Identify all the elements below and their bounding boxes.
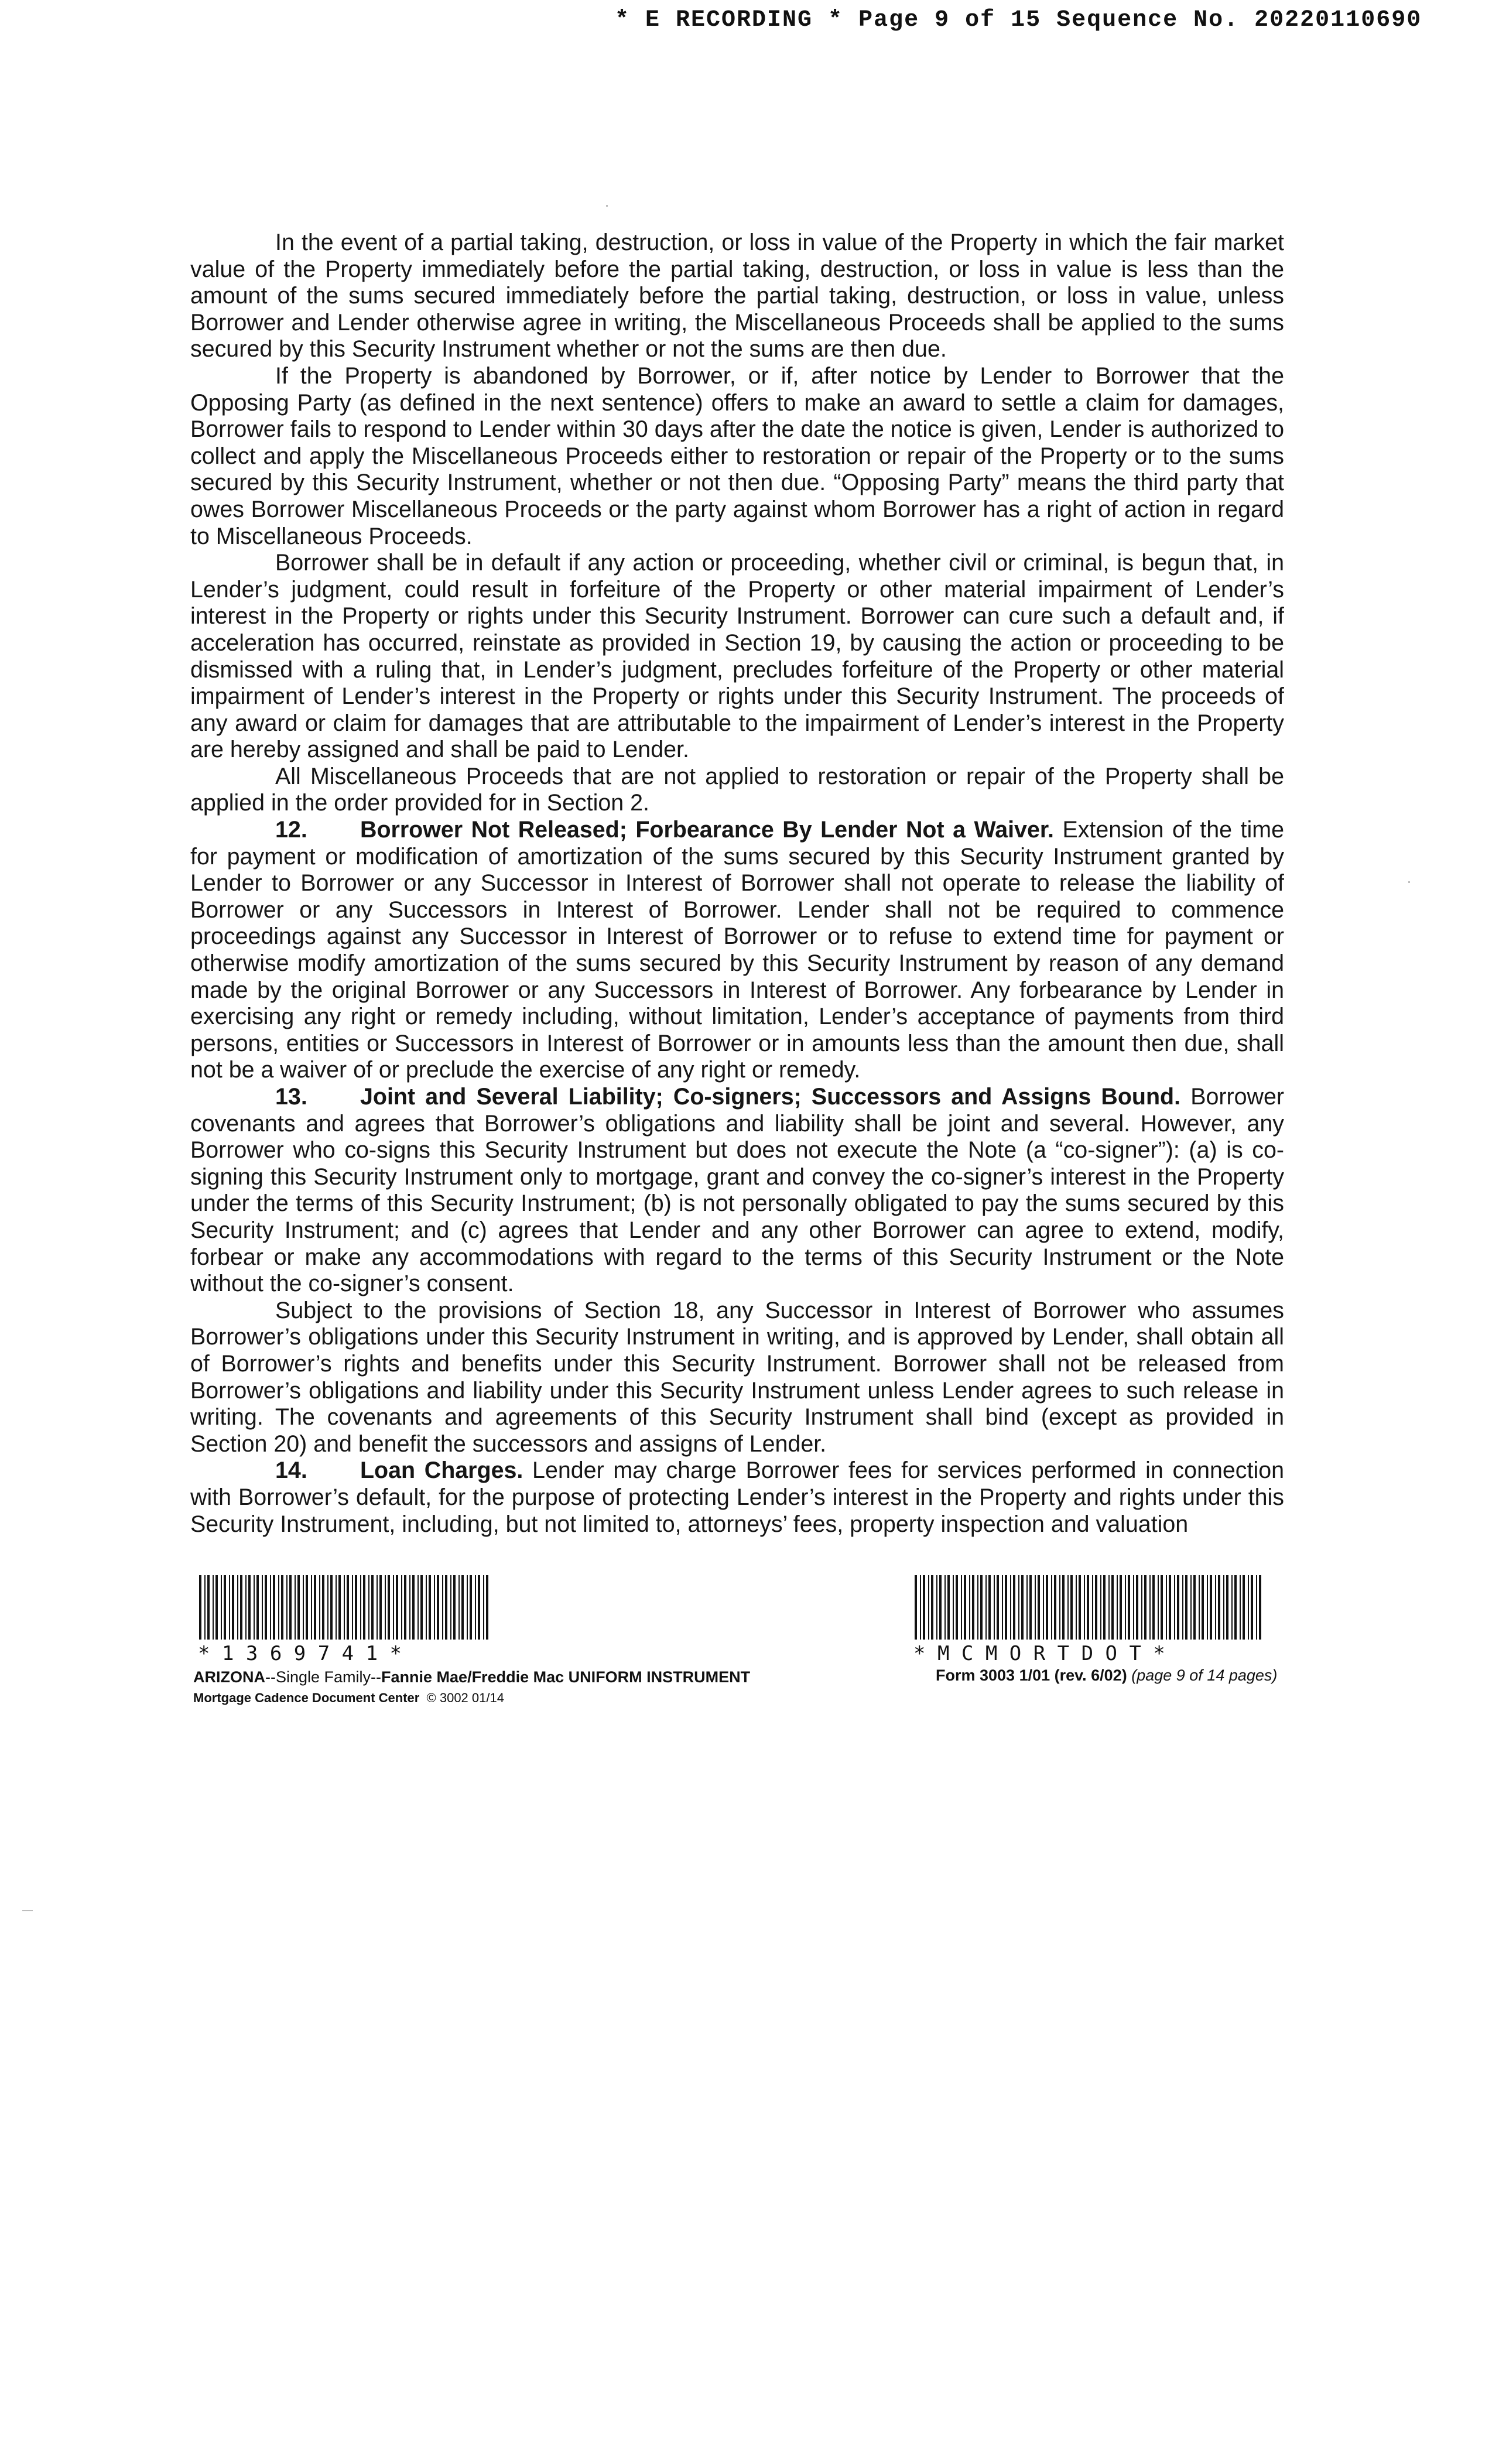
barcode-bar — [1234, 1575, 1237, 1640]
barcode-bar — [347, 1575, 349, 1640]
barcode-bar — [1084, 1575, 1085, 1640]
barcode-bar — [420, 1575, 423, 1640]
barcode-bar — [923, 1575, 925, 1640]
section-13-title: Joint and Several Liability; Co-signers; Successors and Assigns Bound. — [360, 1084, 1181, 1110]
barcode-bar — [994, 1575, 995, 1640]
document-body — [190, 230, 1284, 1538]
footer-instrument-name: Fannie Mae/Freddie Mac UNIFORM INSTRUMENT — [381, 1668, 751, 1686]
barcode-bar — [1240, 1575, 1241, 1640]
paragraph-abandonment: If the Property is abandoned by Borrower, or if, after notice by Lender to Borrower that the Opposing Party (as defined in the next sentence) offers to make an award to settle a claim for damages, Borrower fails to respond to Lender within 30 days after the date the notice is given, Lender is authorized to collect and apply the Miscellaneous Proceeds either to restoration or repair of the Property or to the sums secured by this Security Instrument, whether or not then due. “Opposing Party” means the third party that owes Borrower Miscellaneous Proceeds or the party against whom Borrower has a right of action in regard to Miscellaneous Proceeds. — [190, 362, 1284, 549]
barcode-bar — [336, 1575, 337, 1640]
barcode-bar — [327, 1575, 328, 1640]
barcode-bar — [232, 1575, 234, 1640]
barcode-bar — [1248, 1575, 1249, 1640]
barcode-bar — [352, 1575, 353, 1640]
barcode-bar — [1231, 1575, 1233, 1640]
section-12-text: Extension of the time for payment or modification of amortization of the sums secured by this Security Instrument granted by Lender to Borrower or any Successor in Interest of Borrower shall not operate to release the liability of Borrower or any Successors in Interest of Borrower. Lender shall not be required to commence proceedings against any Successor in Interest of Borrower or to refuse to extend time for payment or otherwise modify amortization of the sums secured by this Security Instrument by reason of any demand made by the original Borrower or any Successors in Interest of Borrower. Any forbearance by Lender in exercising any right or remedy including, without limitation, Lender’s acceptance of payments from third persons, entities or Successors in Interest of Borrower or in amounts less than the amount then due, shall not be a waiver of or preclude the exercise of any right or remedy. — [190, 817, 1284, 1083]
barcode-bar — [1103, 1575, 1106, 1640]
barcode-bar — [1169, 1575, 1171, 1640]
barcode-bar — [1256, 1575, 1257, 1640]
footer-form-number: Form 3003 1/01 (rev. 6/02) — [936, 1666, 1127, 1684]
barcode-bar — [483, 1575, 484, 1640]
barcode-bar — [245, 1575, 247, 1640]
barcode-bar — [1215, 1575, 1216, 1640]
barcode-bar — [953, 1575, 954, 1640]
barcode-bar — [265, 1575, 267, 1640]
barcode-bar — [931, 1575, 933, 1640]
barcode-bar — [961, 1575, 962, 1640]
barcode-bar — [213, 1575, 214, 1640]
barcode-bar — [262, 1575, 263, 1640]
section-12-title: Borrower Not Released; Forbearance By Lender Not a Waiver. — [360, 817, 1054, 843]
barcode-bar — [311, 1575, 312, 1640]
paragraph-misc-proceeds: All Miscellaneous Proceeds that are not applied to restoration or repair of the Property shall be applied in the order provided for in Section 2. — [190, 763, 1284, 816]
scan-speck — [22, 1910, 33, 1911]
barcode-bar — [1128, 1575, 1130, 1640]
barcode-bar — [1051, 1575, 1052, 1640]
barcode-bar — [920, 1575, 921, 1640]
barcode-bar — [1152, 1575, 1155, 1640]
form-barcode-caption: * M C M O R T D O T * — [913, 1642, 1165, 1665]
barcode-bar — [281, 1575, 283, 1640]
section-14 — [190, 1457, 1284, 1538]
loan-barcode — [198, 1575, 491, 1665]
barcode-bar — [1125, 1575, 1126, 1640]
section-13 — [190, 1084, 1284, 1298]
barcode-bar — [980, 1575, 983, 1640]
barcode-bar — [368, 1575, 369, 1640]
barcode-bar — [344, 1575, 345, 1640]
barcode-bar — [1100, 1575, 1101, 1640]
barcode-bar — [256, 1575, 259, 1640]
section-12-number: 12. — [275, 817, 307, 843]
barcode-bar — [1002, 1575, 1003, 1640]
barcode-bar — [396, 1575, 398, 1640]
barcode-bar — [1092, 1575, 1093, 1640]
barcode-bar — [270, 1575, 271, 1640]
barcode-bar — [1223, 1575, 1224, 1640]
section-14-text: Lender may charge Borrower fees for services performed in connection with Borrower’s default, for the purpose of protecting Lender’s interest in the Property and rights under this Security Instrument, including, but not limited to, attorneys’ fees, property inspection and valuation — [190, 1457, 1285, 1537]
footer-family-type: --Single Family-- — [265, 1668, 382, 1686]
section-14-number: 14. — [275, 1457, 307, 1484]
barcode-bar — [286, 1575, 288, 1640]
barcode-bar — [215, 1575, 218, 1640]
barcode-bar — [1087, 1575, 1089, 1640]
barcode-bar — [915, 1575, 917, 1640]
barcode-bar — [385, 1575, 386, 1640]
barcode-bar — [371, 1575, 374, 1640]
barcode-bar — [1166, 1575, 1167, 1640]
barcode-bar — [964, 1575, 966, 1640]
scan-speck — [1408, 881, 1410, 883]
barcode-bar — [314, 1575, 316, 1640]
barcode-bar — [947, 1575, 950, 1640]
barcode-bar — [458, 1575, 460, 1640]
barcode-bar — [445, 1575, 447, 1640]
footer-copyright-code: © 3002 01/14 — [426, 1690, 504, 1705]
barcode-bar — [1243, 1575, 1245, 1640]
barcode-bar — [237, 1575, 238, 1640]
barcode-bar — [450, 1575, 451, 1640]
paragraph-partial-taking: In the event of a partial taking, destruction, or loss in value of the Property in which the fair market value of the Property immediately before the partial taking, destruction, or loss in value is less than the amount of the sums secured immediately before the partial taking, destruction, or loss in value, unless Borrower and Lender otherwise agree in writing, the Miscellaneous Proceeds shall be applied to the sums secured by this Security Instrument whether or not the sums are then due. — [190, 230, 1284, 362]
barcode-bar — [1026, 1575, 1028, 1640]
barcode-bar — [1149, 1575, 1151, 1640]
barcode-bar — [1141, 1575, 1142, 1640]
footer-document-center: Mortgage Cadence Document Center — [193, 1690, 420, 1705]
barcode-bar — [295, 1575, 296, 1640]
barcode-bar — [1207, 1575, 1208, 1640]
loan-barcode-caption: * 1 3 6 9 7 4 1 * — [198, 1642, 402, 1665]
barcode-bar — [1210, 1575, 1212, 1640]
barcode-bar — [467, 1575, 468, 1640]
barcode-bar — [224, 1575, 226, 1640]
barcode-bar — [1226, 1575, 1228, 1640]
barcode-bar — [1021, 1575, 1024, 1640]
barcode-bar — [1144, 1575, 1147, 1640]
barcode-bar — [936, 1575, 937, 1640]
barcode-bar — [442, 1575, 443, 1640]
barcode-bar — [1182, 1575, 1183, 1640]
barcode-bar — [1067, 1575, 1069, 1640]
barcode-bar — [199, 1575, 201, 1640]
barcode-bar — [221, 1575, 222, 1640]
barcode-bar — [306, 1575, 308, 1640]
barcode-bar — [928, 1575, 929, 1640]
barcode-bar — [1095, 1575, 1097, 1640]
barcode-bar — [303, 1575, 304, 1640]
barcode-bar — [412, 1575, 415, 1640]
barcode-bar — [1046, 1575, 1048, 1640]
barcode-bar — [1043, 1575, 1044, 1640]
barcode-bar — [254, 1575, 255, 1640]
barcode-bar — [1054, 1575, 1056, 1640]
barcode-bar — [1158, 1575, 1159, 1640]
barcode-bar — [1218, 1575, 1220, 1640]
barcode-bar — [1120, 1575, 1122, 1640]
barcode-bar — [401, 1575, 402, 1640]
recording-header: * E RECORDING * Page 9 of 15 Sequence No. 20220110690 — [615, 7, 1422, 33]
footer-line-2 — [193, 1688, 750, 1709]
barcode-bar — [363, 1575, 365, 1640]
barcode-bar — [204, 1575, 206, 1640]
barcode-bar — [429, 1575, 431, 1640]
barcode-bar — [355, 1575, 357, 1640]
barcode-bar — [1185, 1575, 1187, 1640]
barcode-bar — [207, 1575, 210, 1640]
barcode-bar — [360, 1575, 361, 1640]
barcode-bar — [379, 1575, 382, 1640]
barcode-bar — [1108, 1575, 1110, 1640]
loan-barcode-bars — [198, 1575, 491, 1640]
barcode-bar — [434, 1575, 435, 1640]
barcode-bar — [1070, 1575, 1073, 1640]
footer-form-info — [936, 1666, 1277, 1685]
barcode-bar — [988, 1575, 991, 1640]
barcode-bar — [478, 1575, 480, 1640]
barcode-bar — [1177, 1575, 1179, 1640]
barcode-bar — [1038, 1575, 1040, 1640]
barcode-bar — [939, 1575, 942, 1640]
barcode-bar — [944, 1575, 946, 1640]
barcode-bar — [319, 1575, 320, 1640]
scan-speck — [606, 205, 608, 207]
barcode-bar — [1259, 1575, 1261, 1640]
barcode-bar — [1062, 1575, 1065, 1640]
barcode-bar — [1010, 1575, 1011, 1640]
barcode-bar — [1013, 1575, 1015, 1640]
barcode-bar — [1190, 1575, 1192, 1640]
barcode-bar — [409, 1575, 410, 1640]
barcode-bar — [437, 1575, 439, 1640]
barcode-bar — [330, 1575, 333, 1640]
barcode-bar — [1133, 1575, 1134, 1640]
barcode-bar — [417, 1575, 419, 1640]
barcode-bar — [1079, 1575, 1081, 1640]
barcode-bar — [273, 1575, 275, 1640]
barcode-bar — [1251, 1575, 1253, 1640]
barcode-bar — [1136, 1575, 1138, 1640]
form-barcode-bars — [913, 1575, 1265, 1640]
barcode-bar — [1111, 1575, 1114, 1640]
barcode-bar — [486, 1575, 488, 1640]
barcode-bar — [969, 1575, 970, 1640]
footer-instrument-info — [193, 1666, 750, 1709]
barcode-bar — [1161, 1575, 1163, 1640]
barcode-bar — [475, 1575, 476, 1640]
barcode-bar — [1035, 1575, 1036, 1640]
barcode-bar — [977, 1575, 978, 1640]
barcode-bar — [404, 1575, 406, 1640]
barcode-bar — [278, 1575, 279, 1640]
barcode-bar — [338, 1575, 341, 1640]
barcode-bar — [1076, 1575, 1077, 1640]
section-13-number: 13. — [275, 1084, 307, 1110]
barcode-bar — [1117, 1575, 1118, 1640]
barcode-bar — [972, 1575, 974, 1640]
section-12 — [190, 817, 1284, 1084]
barcode-bar — [229, 1575, 230, 1640]
barcode-bar — [388, 1575, 390, 1640]
barcode-bar — [985, 1575, 987, 1640]
barcode-bar — [1029, 1575, 1032, 1640]
form-barcode — [913, 1575, 1265, 1665]
barcode-bar — [393, 1575, 394, 1640]
barcode-bar — [1018, 1575, 1019, 1640]
barcode-bar — [1199, 1575, 1200, 1640]
footer-line-1 — [193, 1666, 750, 1688]
barcode-bar — [297, 1575, 300, 1640]
barcode-bar — [453, 1575, 456, 1640]
barcode-bar — [248, 1575, 251, 1640]
footer-state: ARIZONA — [193, 1668, 265, 1686]
section-14-title: Loan Charges. — [360, 1457, 523, 1484]
barcode-bar — [1174, 1575, 1175, 1640]
barcode-bar — [240, 1575, 242, 1640]
barcode-bar — [470, 1575, 472, 1640]
paragraph-successors: Subject to the provisions of Section 18, any Successor in Interest of Borrower who assumes Borrower’s obligations under this Security Instrument in writing, and is approved by Lender, shall obtain all of Borrower’s rights and benefits under this Security Instrument. Borrower shall not be released from Borrower’s obligations and liability under this Security Instrument unless Lender agrees to such release in writing. The covenants and agreements of this Security Instrument shall bind (except as provided in Section 20) and benefit the successors and assigns of Lender. — [190, 1297, 1284, 1457]
barcode-bar — [426, 1575, 427, 1640]
barcode-bar — [1202, 1575, 1204, 1640]
barcode-bar — [997, 1575, 999, 1640]
footer-page-count: (page 9 of 14 pages) — [1131, 1666, 1278, 1684]
paragraph-default: Borrower shall be in default if any action or proceeding, whether civil or criminal, is begun that, in Lender’s judgment, could result in forfeiture of the Property or other material impairment of Lender’s interest in the Property or rights under this Security Instrument. Borrower can cure such a default and, if acceleration has occurred, reinstate as provided in Section 19, by causing the action or proceeding to be dismissed with a ruling that, in Lender’s judgment, precludes forfeiture of the Property or other material impairment of Lender’s interest in the Property or rights under this Security Instrument. The proceeds of any award or claim for damages that are attributable to the impairment of Lender’s interest in the Property are hereby assigned and shall be paid to Lender. — [190, 550, 1284, 763]
barcode-bar — [1059, 1575, 1060, 1640]
barcode-bar — [322, 1575, 324, 1640]
barcode-bar — [461, 1575, 464, 1640]
barcode-bar — [956, 1575, 958, 1640]
barcode-bar — [289, 1575, 292, 1640]
barcode-bar — [377, 1575, 378, 1640]
barcode-bar — [1193, 1575, 1196, 1640]
section-13-text: Borrower covenants and agrees that Borrower’s obligations and liability shall be joint and several. However, any Borrower who co-signs this Security Instrument but does not execute the Note (a “co-signer”): (a) is co-signing this Security Instrument only to mortgage, grant and convey the co-signer’s interest in the Property under the terms of this Security Instrument; (b) is not personally obligated to pay the sums secured by this Security Instrument; and (c) agrees that Lender and any other Borrower can agree to extend, modify, forbear or make any accommodations with regard to the terms of this Security Instrument or the Note without the co-signer’s consent. — [190, 1084, 1284, 1297]
barcode-bar — [1005, 1575, 1007, 1640]
